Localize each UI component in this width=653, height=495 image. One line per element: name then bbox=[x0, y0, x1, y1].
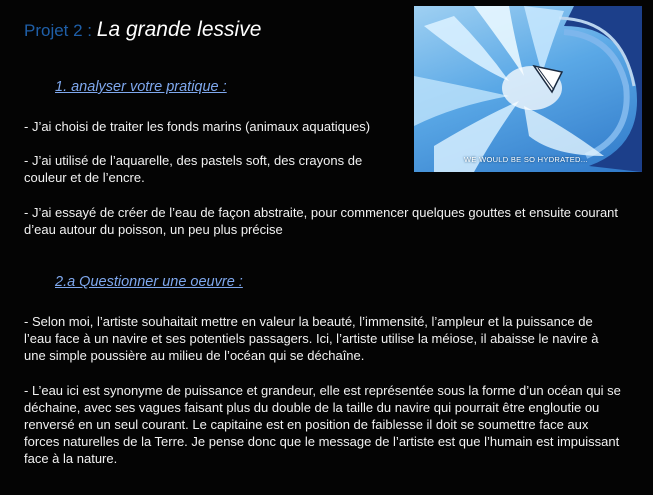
section1-paragraph-2: - J’ai utilisé de l’aquarelle, des pastels soft, des crayons de couleur et de l’encre. bbox=[24, 153, 363, 185]
title-main: La grande lessive bbox=[96, 18, 262, 41]
title-prefix: Projet 2 : bbox=[24, 21, 97, 40]
page-title bbox=[24, 18, 261, 42]
splash-spray-6 bbox=[524, 106, 604, 156]
section1-paragraph-1: - J’ai choisi de traiter les fonds marins (animaux aquatiques) bbox=[24, 119, 371, 134]
gif-caption: WE WOULD BE SO HYDRATED... bbox=[464, 155, 588, 164]
splash-spray-3 bbox=[524, 6, 564, 74]
section2-paragraph-2: - L’eau ici est synonyme de puissance et grandeur, elle est représentée sous la forme d’un océan qui se déchaine, avec ses vagues faisant plus du double de la taille du navire qui pourrait être engloutie ou renversé en un seul courant. Le capitaine est en position de faiblesse il doit se soumettre face aux forces naturelles de la Terre. Je pense donc que le message de l’artiste est que l’humain est impuissant face à la nature. bbox=[24, 383, 621, 466]
section2-paragraph-1: - Selon moi, l’artiste souhaitait mettre en valeur la beauté, l’immensité, l’ampleur et la puissance de l’eau face à un navire et ses potentiels passagers. Ici, l’artiste utilise la méiose, il abaisse le navire à une simple poussière au milieu de l’océan qui se déchaîne. bbox=[24, 314, 599, 363]
section1-paragraph-3: - J’ai essayé de créer de l’eau de façon abstraite, pour commencer quelques gouttes et ensuite courant d’eau autour du poisson, un peu plus précise bbox=[24, 205, 619, 237]
section1-heading: 1. analyser votre pratique : bbox=[55, 79, 227, 95]
section2-heading: 2.a Questionner une oeuvre : bbox=[55, 274, 243, 290]
water-splash-illustration bbox=[414, 6, 642, 172]
water-splash-gif bbox=[414, 6, 642, 172]
